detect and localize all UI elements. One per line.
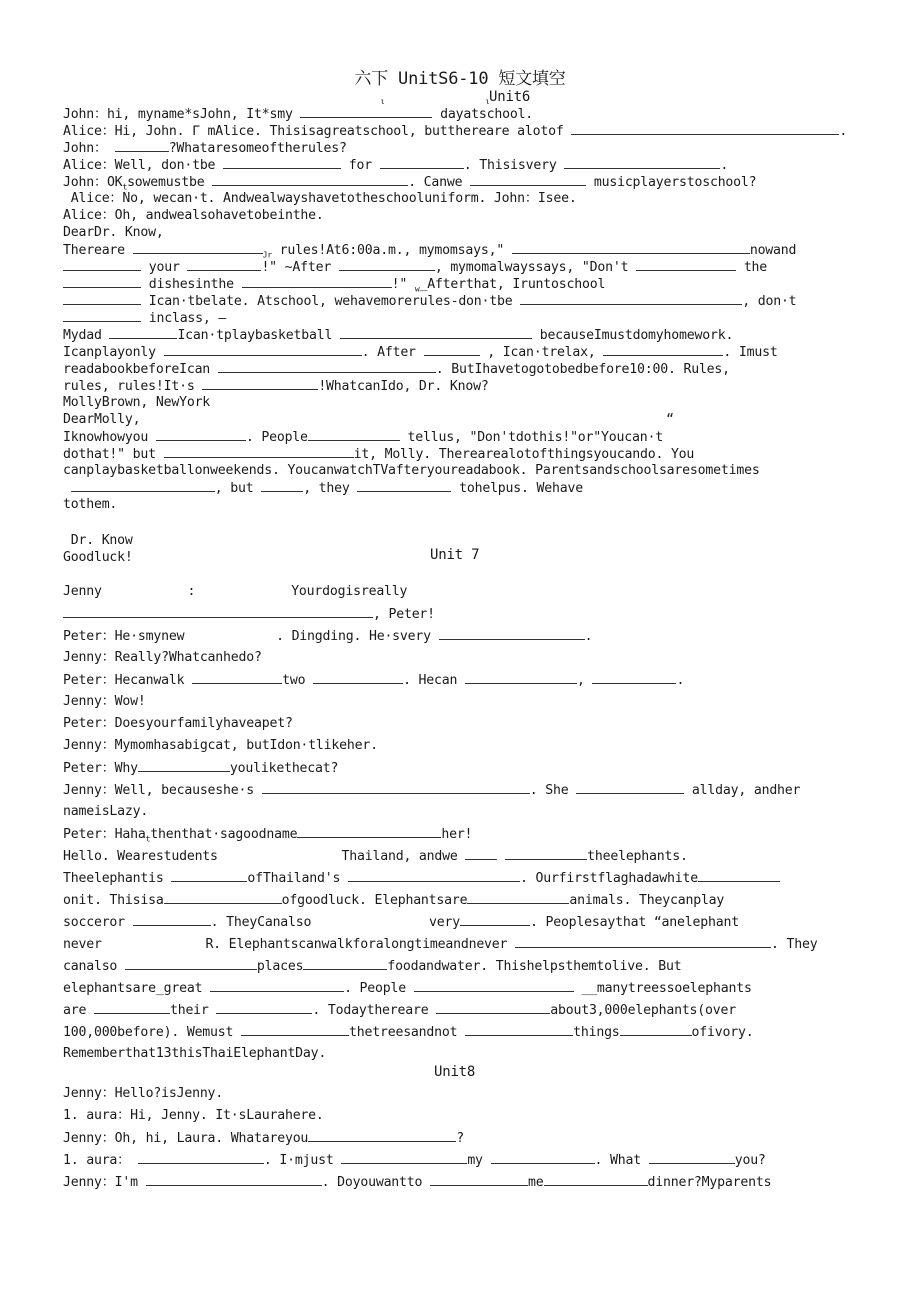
line-text: . People: [344, 981, 414, 996]
line-text: .: [584, 629, 593, 644]
text-line: [63, 259, 767, 276]
line-text: . Thisisvery: [463, 158, 565, 173]
text-line: [63, 584, 407, 600]
stray-mark-1: ι: [380, 97, 385, 106]
line-text: Jenny: [63, 584, 110, 599]
line-text: . Dingding. He·svery: [276, 629, 439, 644]
line-text: , Peter!: [373, 607, 435, 622]
fill-in-blank[interactable]: [63, 310, 141, 322]
text-line: [63, 106, 533, 123]
line-text: . What: [594, 1153, 649, 1168]
line-text: MollyBrown, NewYork: [63, 395, 211, 410]
line-text: ofThailand's: [247, 871, 348, 886]
line-text: Peter：Haha: [63, 827, 146, 842]
line-text: dayatschool.: [432, 107, 534, 122]
fill-in-blank[interactable]: [216, 1002, 312, 1014]
fill-in-blank[interactable]: [164, 446, 354, 458]
line-text: thetreesandnot: [349, 1025, 466, 1040]
line-text: Jenny：I'm: [63, 1175, 146, 1190]
fill-in-blank[interactable]: [133, 242, 263, 254]
fill-in-blank[interactable]: [115, 140, 169, 152]
text-line: [63, 550, 133, 566]
fill-in-blank[interactable]: [187, 259, 261, 271]
fill-in-blank[interactable]: [649, 1152, 735, 1164]
line-text: !": [391, 277, 415, 292]
text-line: [63, 826, 472, 848]
fill-in-blank[interactable]: [63, 259, 141, 271]
text-line: [63, 327, 733, 344]
line-text: , don·t: [742, 294, 797, 309]
fill-in-blank[interactable]: [164, 892, 282, 904]
line-text: nameisLazy.: [63, 804, 149, 819]
line-text: DearMolly,: [63, 412, 149, 427]
line-text: onit. Thisisa: [63, 893, 164, 908]
line-text: Iknowhowyou: [63, 430, 156, 445]
line-text: Jenny：Oh, hi, Laura. Whatareyou: [63, 1131, 309, 1146]
line-text: John：: [63, 141, 115, 156]
line-text: Peter：Hecanwalk: [63, 673, 193, 688]
line-text: for: [341, 158, 380, 173]
fill-in-blank[interactable]: [341, 1152, 467, 1164]
text-line: [63, 378, 489, 395]
text-line: [63, 738, 378, 754]
line-text: Jenny：Really?Whatcanhedo?: [63, 650, 262, 665]
text-line: [63, 804, 148, 820]
line-text: .: [676, 673, 685, 688]
fill-in-blank[interactable]: [94, 1002, 170, 1014]
line-text: [497, 849, 505, 864]
line-text: ofgoodluck. Elephantsare: [281, 893, 468, 908]
line-text: :: [187, 584, 196, 599]
line-text: socceror: [63, 915, 133, 930]
line-text: _Afterthat, Iruntoschool: [419, 277, 606, 292]
line-text: rules, rules!It·s: [63, 379, 203, 394]
line-text: !" ~After: [261, 260, 339, 275]
line-text: [63, 481, 71, 496]
text-line: [63, 208, 324, 224]
line-text: .: [720, 158, 729, 173]
subscript-mark: Jr: [262, 250, 272, 260]
line-text: . Peoplesaythat “anelephant: [529, 915, 739, 930]
fill-in-blank[interactable]: [515, 936, 771, 948]
fill-in-blank[interactable]: [424, 344, 480, 356]
fill-in-blank[interactable]: [308, 429, 400, 441]
fill-in-blank[interactable]: [210, 980, 344, 992]
line-text: “: [666, 412, 674, 427]
line-text: theelephants.: [587, 849, 688, 864]
line-text: it, Molly. Therearealotofthingsyoucando. You: [353, 447, 695, 462]
line-text: , Ican·trelax,: [479, 345, 604, 360]
text-line: [63, 1086, 223, 1102]
line-text: . Canwe: [408, 175, 471, 190]
fill-in-blank[interactable]: [414, 980, 574, 992]
text-line: [63, 191, 577, 207]
line-text: tohelpus. Wehave: [451, 481, 583, 496]
fill-in-blank[interactable]: [340, 327, 532, 339]
text-line: [63, 760, 338, 777]
line-text: Ican·tplaybasketball: [177, 328, 340, 343]
fill-in-blank[interactable]: [63, 606, 373, 618]
line-text: . TheyCanalso: [210, 915, 320, 930]
line-text: youlikethecat?: [229, 761, 339, 776]
line-text: Rememberthat13thisThaiElephantDay.: [63, 1046, 327, 1061]
line-text: sowemustbe: [127, 175, 213, 190]
line-text: places: [256, 959, 304, 974]
line-text: Alice：No, wecan·t. Andwealwayshavetotheschooluniform. John：Isee.: [63, 191, 577, 206]
line-text: Peter：Why: [63, 761, 138, 776]
text-line: [63, 1024, 753, 1041]
fill-in-blank[interactable]: [241, 1024, 349, 1036]
line-text: .: [839, 124, 848, 139]
text-line: [63, 361, 730, 378]
line-text: allday, andher: [684, 783, 801, 798]
line-text: Thereare: [63, 243, 133, 258]
line-text: ?Whataresomeoftherules?: [168, 141, 347, 156]
fill-in-blank[interactable]: [520, 293, 742, 305]
line-text: nowand: [749, 243, 797, 258]
text-line: [63, 892, 724, 909]
line-text: Alice：Oh, andwealsohavetobeinthe.: [63, 208, 324, 223]
line-text: becauseImustdomyhomework.: [531, 328, 734, 343]
fill-in-blank[interactable]: [297, 826, 441, 838]
fill-in-blank[interactable]: [156, 429, 246, 441]
line-text: canalso: [63, 959, 125, 974]
line-text: Jenny：Hello?isJenny.: [63, 1086, 224, 1101]
text-line: [63, 1130, 464, 1147]
fill-in-blank[interactable]: [505, 848, 587, 860]
line-text: . Doyouwantto: [321, 1175, 431, 1190]
fill-in-blank[interactable]: [465, 672, 577, 684]
text-line: [63, 1152, 766, 1169]
line-text: 1. aura：Hi, Jenny. It·sLaurahere.: [63, 1108, 324, 1123]
line-text: ?: [456, 1131, 464, 1146]
line-text: ,: [576, 673, 593, 688]
line-text: her!: [441, 827, 473, 842]
line-text: !WhatcanIdo, Dr. Know?: [318, 379, 489, 394]
line-text: thenthat·sagoodname: [150, 827, 298, 842]
text-line: [63, 848, 688, 865]
line-text: readabookbeforeIcan: [63, 362, 218, 377]
line-text: foodandwater. Thishelpsthemtolive. But: [387, 959, 682, 974]
line-text: dothat!" but: [63, 447, 164, 462]
line-text: animals. Theycanplay: [569, 893, 725, 908]
line-text: Thailand, andwe: [341, 849, 466, 864]
fill-in-blank[interactable]: [636, 259, 736, 271]
line-text: Alice：Hi, John. Γ mAlice. Thisisagreatschool, butthereare alotof: [63, 124, 572, 139]
line-text: . They: [771, 937, 818, 952]
text-line: [63, 782, 800, 799]
line-text: John：OK: [63, 175, 123, 190]
fill-in-blank[interactable]: [467, 892, 569, 904]
fill-in-blank[interactable]: [218, 361, 436, 373]
fill-in-blank[interactable]: [460, 914, 530, 926]
fill-in-blank[interactable]: [348, 870, 520, 882]
fill-in-blank[interactable]: [380, 157, 464, 169]
line-text: , they: [303, 481, 358, 496]
line-text: Hello. Wearestudents: [63, 849, 226, 864]
line-text: rules!At6:00a.m., mymomsays,": [271, 243, 512, 258]
fill-in-blank[interactable]: [592, 672, 676, 684]
fill-in-blank[interactable]: [192, 672, 282, 684]
subscript-mark: w: [414, 284, 420, 294]
line-text: 100,000before). Wemust: [63, 1025, 242, 1040]
fill-in-blank[interactable]: [138, 760, 230, 772]
line-text: about3,000elephants(over: [550, 1003, 736, 1018]
text-line: [63, 446, 694, 463]
fill-in-blank[interactable]: [564, 157, 720, 169]
document-title: 六下 UnitS6-10 短文填空: [354, 69, 566, 89]
line-text: tellus, "Don'tdothis!"or"Youcan·t: [399, 430, 663, 445]
text-line: [63, 344, 778, 361]
text-line: [63, 225, 164, 241]
fill-in-blank[interactable]: [261, 480, 303, 492]
stray-mark-2: ι: [485, 97, 490, 106]
fill-in-blank[interactable]: [491, 1152, 595, 1164]
line-text: Theelephantis: [63, 871, 172, 886]
line-text: __manytreessoelephants: [573, 981, 752, 996]
fill-in-blank[interactable]: [138, 1152, 264, 1164]
fill-in-blank[interactable]: [146, 1174, 322, 1186]
unit8-heading: Unit8: [434, 1064, 476, 1080]
line-text: Ican·tbelate. Atschool, wehavemorerules-don·tbe: [141, 294, 521, 309]
text-line: [63, 293, 796, 310]
line-text: . She: [529, 783, 577, 798]
fill-in-blank[interactable]: [223, 157, 341, 169]
fill-in-blank[interactable]: [171, 870, 247, 882]
line-text: John：hi, myname*sJohn, It*smy: [63, 107, 301, 122]
fill-in-blank[interactable]: [212, 174, 408, 186]
fill-in-blank[interactable]: [308, 1130, 456, 1142]
fill-in-blank[interactable]: [164, 344, 362, 356]
line-text: Peter：Doesyourfamilyhaveapet?: [63, 716, 293, 731]
text-line: [63, 958, 681, 975]
fill-in-blank[interactable]: [698, 870, 780, 882]
line-text: . Todaythereare: [312, 1003, 437, 1018]
subscript-mark: t: [122, 182, 128, 192]
line-text: Mydad: [63, 328, 110, 343]
line-text: ofivory.: [691, 1025, 754, 1040]
line-text: elephantsare_great: [63, 981, 211, 996]
text-line: [63, 310, 226, 327]
line-text: R. Elephantscanwalkforalongtimeandnever: [205, 937, 516, 952]
line-text: . People: [245, 430, 308, 445]
line-text: . Imust: [723, 345, 778, 360]
fill-in-blank[interactable]: [576, 782, 684, 794]
line-text: things: [573, 1025, 620, 1040]
fill-in-blank[interactable]: [63, 293, 141, 305]
fill-in-blank[interactable]: [620, 1024, 692, 1036]
fill-in-blank[interactable]: [133, 914, 211, 926]
text-line: [63, 497, 117, 513]
line-text: inclass, —: [141, 311, 227, 326]
unit7-heading: Unit 7: [430, 547, 480, 563]
text-line: [63, 1046, 326, 1062]
text-line: [63, 980, 752, 997]
text-line: [63, 650, 262, 666]
fill-in-blank[interactable]: [202, 378, 318, 390]
text-line: [63, 1108, 324, 1124]
fill-in-blank[interactable]: [71, 480, 215, 492]
fill-in-blank[interactable]: [109, 327, 177, 339]
fill-in-blank[interactable]: [439, 628, 585, 640]
line-text: Peter：He·smynew: [63, 629, 193, 644]
fill-in-blank[interactable]: [436, 1002, 550, 1014]
text-line: [63, 914, 739, 931]
fill-in-blank[interactable]: [512, 242, 750, 254]
line-text: their: [169, 1003, 217, 1018]
fill-in-blank[interactable]: [262, 782, 530, 794]
line-text: the: [736, 260, 768, 275]
text-line: [63, 157, 728, 174]
line-text: me: [528, 1175, 544, 1190]
fill-in-blank[interactable]: [63, 276, 141, 288]
text-line: [63, 1002, 736, 1019]
text-line: [63, 716, 293, 732]
fill-in-blank[interactable]: [357, 480, 451, 492]
text-line: [63, 936, 817, 953]
text-line: [63, 694, 146, 710]
fill-in-blank[interactable]: [339, 259, 435, 271]
line-text: . After: [361, 345, 424, 360]
fill-in-blank[interactable]: [430, 1174, 528, 1186]
text-line: [63, 672, 684, 689]
fill-in-blank[interactable]: [544, 1174, 648, 1186]
line-text: Jenny：Well, becauseshe·s: [63, 783, 262, 798]
text-line: [63, 1174, 771, 1191]
text-line: [63, 606, 435, 623]
line-text: Jenny：Mymomhasabigcat, butIdon·tlikeher.: [63, 738, 378, 753]
line-text: very: [429, 915, 460, 930]
fill-in-blank[interactable]: [470, 174, 586, 186]
text-line: [63, 395, 210, 411]
fill-in-blank[interactable]: [465, 848, 497, 860]
fill-in-blank[interactable]: [313, 672, 403, 684]
line-text: dinner?Myparents: [647, 1175, 772, 1190]
text-line: [63, 533, 133, 549]
line-text: 1. aura：: [63, 1153, 138, 1168]
line-text: Goodluck!: [63, 550, 133, 565]
fill-in-blank[interactable]: [465, 1024, 573, 1036]
text-line: [63, 429, 663, 446]
text-line: [63, 140, 347, 157]
line-text: Jenny：Wow!: [63, 694, 146, 709]
line-text: my: [467, 1153, 491, 1168]
line-text: never: [63, 937, 110, 952]
fill-in-blank[interactable]: [242, 276, 392, 288]
line-text: you?: [734, 1153, 766, 1168]
line-text: are: [63, 1003, 94, 1018]
line-text: DearDr. Know,: [63, 225, 164, 240]
line-text: . Hecan: [403, 673, 465, 688]
text-line: [63, 123, 847, 140]
text-line: [63, 870, 780, 887]
line-text: . ButIhavetogotobedbefore10:00. Rules,: [435, 362, 730, 377]
subscript-mark: t: [145, 834, 151, 844]
text-line: [63, 463, 760, 479]
line-text: . I·mjust: [263, 1153, 342, 1168]
line-text: musicplayerstoschool?: [586, 175, 757, 190]
line-text: Yourdogisreally: [291, 584, 408, 599]
line-text: . Ourfirstflaghadawhite: [519, 871, 698, 886]
fill-in-blank[interactable]: [571, 123, 839, 135]
line-text: canplaybasketballonweekends. YoucanwatchTVafteryoureadabook. Parentsandschoolsaresometimes: [63, 463, 760, 478]
fill-in-blank[interactable]: [300, 106, 432, 118]
line-text: two: [282, 673, 314, 688]
unit6-heading: Unit6: [489, 89, 531, 105]
line-text: tothem.: [63, 497, 118, 512]
line-text: Icanplayonly: [63, 345, 164, 360]
text-line: [63, 628, 592, 645]
line-text: , but: [214, 481, 262, 496]
line-text: Alice：Well, don·tbe: [63, 158, 224, 173]
fill-in-blank[interactable]: [303, 958, 387, 970]
text-line: [63, 480, 583, 497]
line-text: your: [141, 260, 188, 275]
line-text: Dr. Know: [63, 533, 133, 548]
text-line: [63, 412, 674, 428]
fill-in-blank[interactable]: [125, 958, 257, 970]
line-text: dishesinthe: [141, 277, 242, 292]
line-text: , mymomalwayssays, "Don't: [434, 260, 637, 275]
fill-in-blank[interactable]: [603, 344, 723, 356]
